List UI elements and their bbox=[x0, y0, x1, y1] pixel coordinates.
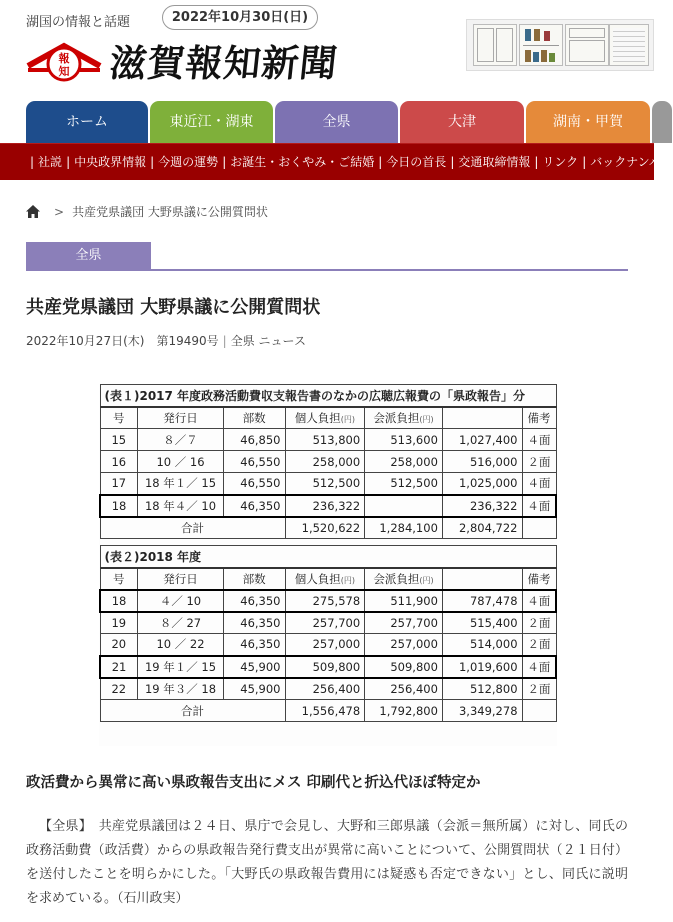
table-2018-report bbox=[99, 545, 557, 722]
table-cell: 18 bbox=[100, 495, 138, 517]
tab-otsu[interactable]: 大津 bbox=[400, 101, 524, 143]
table-cell: 46,350 bbox=[223, 634, 285, 656]
table-row bbox=[100, 612, 556, 634]
table-header-cell: 備考 bbox=[522, 407, 556, 429]
sub-navigation-bar bbox=[0, 143, 673, 180]
table-cell: 257,000 bbox=[365, 634, 443, 656]
table-cell: 236,322 bbox=[442, 495, 522, 517]
table-total-cell: 1,520,622 bbox=[285, 517, 365, 539]
table-cell: 19 年１／ 15 bbox=[138, 656, 224, 678]
subnav-separator: | bbox=[450, 155, 455, 169]
table-cell: 1,019,600 bbox=[442, 656, 522, 678]
table-total-row bbox=[100, 517, 556, 539]
subnav-separator: | bbox=[30, 155, 35, 169]
table-cell: 513,800 bbox=[285, 429, 365, 451]
breadcrumb-current: 共産党県議団 大野県議に公開質問状 bbox=[72, 205, 268, 219]
table-cell: ８／ 27 bbox=[138, 612, 224, 634]
table-cell: 46,850 bbox=[223, 429, 285, 451]
table-cell: ２面 bbox=[522, 612, 556, 634]
table-header-cell: 号 bbox=[100, 568, 138, 590]
table-caption: (表１)2017 年度政務活動費収支報告書のなかの広聴広報費の「県政報告」分 bbox=[100, 385, 556, 407]
table-cell: 21 bbox=[100, 656, 138, 678]
table-header-cell: 個人負担(円) bbox=[285, 407, 365, 429]
table-cell: 515,400 bbox=[442, 612, 522, 634]
subnav-separator: | bbox=[222, 155, 227, 169]
table-cell bbox=[522, 700, 556, 722]
table-cell: 509,800 bbox=[365, 656, 443, 678]
table-cell: ４面 bbox=[522, 429, 556, 451]
table-cell: 19 年３／ 18 bbox=[138, 678, 224, 700]
table-cell: 257,700 bbox=[365, 612, 443, 634]
main-navigation bbox=[26, 101, 654, 143]
table-row bbox=[100, 451, 556, 473]
table-total-cell: 1,792,800 bbox=[365, 700, 443, 722]
table-cell: ２面 bbox=[522, 678, 556, 700]
table-header-cell: 会派負担(円) bbox=[365, 568, 443, 590]
table-cell: 258,000 bbox=[365, 451, 443, 473]
advertisement-banner[interactable] bbox=[466, 19, 654, 71]
table-caption: (表２)2018 年度 bbox=[100, 546, 556, 568]
article-type-link[interactable]: ニュース bbox=[258, 334, 306, 348]
article-figure-tables bbox=[99, 384, 557, 746]
table-header-cell: 部数 bbox=[223, 568, 285, 590]
table-row bbox=[100, 634, 556, 656]
tab-home[interactable]: ホーム bbox=[26, 101, 148, 143]
table-row bbox=[100, 590, 556, 612]
category-header bbox=[26, 242, 628, 271]
newspaper-logo-text[interactable]: 滋賀報知新聞 bbox=[107, 41, 340, 85]
table-header-cell: 備考 bbox=[522, 568, 556, 590]
table-total-row bbox=[100, 700, 556, 722]
table-row bbox=[100, 656, 556, 678]
emblem-text-2: 知 bbox=[58, 65, 70, 78]
subnav-separator: | bbox=[378, 155, 383, 169]
table-cell: 513,600 bbox=[365, 429, 443, 451]
table-cell: 512,500 bbox=[365, 473, 443, 495]
table-cell: 787,478 bbox=[442, 590, 522, 612]
subnav-link[interactable]: 交通取締情報 bbox=[458, 155, 531, 169]
table-cell: 511,900 bbox=[365, 590, 443, 612]
article-issue: 第19490号 bbox=[156, 334, 219, 348]
subnav-separator: | bbox=[150, 155, 155, 169]
table-row bbox=[100, 429, 556, 451]
table-cell: 46,550 bbox=[223, 473, 285, 495]
category-label[interactable]: 全県 bbox=[26, 242, 151, 270]
subnav-separator: | bbox=[582, 155, 587, 169]
table-cell: 509,800 bbox=[285, 656, 365, 678]
tab-higashiomi-koto[interactable]: 東近江・湖東 bbox=[150, 101, 273, 143]
table-header-cell: 発行日 bbox=[138, 568, 224, 590]
table-cell: 15 bbox=[100, 429, 138, 451]
table-cell: 1,027,400 bbox=[442, 429, 522, 451]
table-cell: 45,900 bbox=[223, 678, 285, 700]
table-cell: 46,350 bbox=[223, 495, 285, 517]
subnav-link[interactable]: 今週の運勢 bbox=[158, 155, 219, 169]
table-cell: 19 bbox=[100, 612, 138, 634]
table-header-cell bbox=[442, 407, 522, 429]
subnav-link[interactable]: 今日の首長 bbox=[386, 155, 447, 169]
table-total-cell: 3,349,278 bbox=[442, 700, 522, 722]
table-cell: 275,578 bbox=[285, 590, 365, 612]
table-row bbox=[100, 495, 556, 517]
article-meta: 2022年10月27日(木) 第19490号 | 全県 ニュース bbox=[26, 334, 306, 348]
table-total-cell: 2,804,722 bbox=[442, 517, 522, 539]
table-cell: 46,350 bbox=[223, 590, 285, 612]
subnav-separator: | bbox=[66, 155, 71, 169]
table-cell: ４面 bbox=[522, 656, 556, 678]
table-cell: ４面 bbox=[522, 590, 556, 612]
table-cell: 16 bbox=[100, 451, 138, 473]
subnav-link[interactable]: お誕生・おくやみ・ご結婚 bbox=[230, 155, 375, 169]
table-cell: 22 bbox=[100, 678, 138, 700]
subnav-link[interactable]: 社説 bbox=[38, 155, 63, 169]
table-total-label: 合計 bbox=[100, 700, 285, 722]
table-cell: 256,400 bbox=[365, 678, 443, 700]
table-cell: 10 ／ 22 bbox=[138, 634, 224, 656]
table-row bbox=[100, 473, 556, 495]
table-cell: ２面 bbox=[522, 451, 556, 473]
subnav-separator: | bbox=[534, 155, 539, 169]
table-cell: 514,000 bbox=[442, 634, 522, 656]
table-header-row bbox=[100, 568, 556, 590]
article-body: 【全県】 共産党県議団は２４日、県庁で会見し、大野和三郎県議（会派＝無所属）に対し、同氏の政務活動費（政活費）からの県政報告発行費支出が異常に高いことについて、公開質問状（２１日付）を送付したことを明らかにした。「大野氏の県政報告費用には疑惑も否定できない」とし、同氏に説明を求めている。（石川政実） bbox=[26, 819, 628, 906]
chevron-right-icon: > bbox=[54, 204, 65, 219]
table-cell: 516,000 bbox=[442, 451, 522, 473]
table-header-cell: 会派負担(円) bbox=[365, 407, 443, 429]
cabinet-image bbox=[473, 24, 517, 66]
article-section-link[interactable]: 全県 bbox=[230, 334, 255, 348]
bookshelf-image bbox=[519, 24, 563, 66]
table-total-label: 合計 bbox=[100, 517, 285, 539]
table-total-cell: 1,556,478 bbox=[285, 700, 365, 722]
table-header-cell: 号 bbox=[100, 407, 138, 429]
table-cell: 512,800 bbox=[442, 678, 522, 700]
table-cell: 45,900 bbox=[223, 656, 285, 678]
table-cell: 10 ／ 16 bbox=[138, 451, 224, 473]
breadcrumb bbox=[26, 203, 268, 220]
table-cell: 46,350 bbox=[223, 612, 285, 634]
article-date: 2022年10月27日(木) bbox=[26, 334, 145, 348]
table-cell: 20 bbox=[100, 634, 138, 656]
subnav-link[interactable]: バックナンバー bbox=[590, 155, 673, 169]
table-cell: 1,025,000 bbox=[442, 473, 522, 495]
table-cell: 258,000 bbox=[285, 451, 365, 473]
table-cell: 18 bbox=[100, 590, 138, 612]
current-date-badge: 2022年10月30日(日) bbox=[162, 5, 318, 30]
table-cell: 236,322 bbox=[285, 495, 365, 517]
table-2017-report bbox=[99, 384, 557, 539]
table-cell: 18 年４／ 10 bbox=[138, 495, 224, 517]
home-icon[interactable] bbox=[26, 205, 40, 218]
tab-overflow[interactable] bbox=[652, 101, 672, 143]
table-header-cell: 個人負担(円) bbox=[285, 568, 365, 590]
site-header bbox=[0, 0, 654, 100]
table-header-cell: 発行日 bbox=[138, 407, 224, 429]
article-subheading: 政活費から異常に高い県政報告支出にメス 印刷代と折込代ほぼ特定か bbox=[26, 775, 481, 791]
table-total-cell: 1,284,100 bbox=[365, 517, 443, 539]
newspaper-emblem-logo[interactable] bbox=[26, 40, 102, 84]
table-cell: 257,700 bbox=[285, 612, 365, 634]
site-tagline: 湖国の情報と話題 bbox=[26, 15, 131, 30]
table-cell: ２面 bbox=[522, 634, 556, 656]
drawer-cabinet-image bbox=[609, 24, 649, 66]
sub-navigation-links bbox=[26, 144, 673, 181]
subnav-link[interactable]: リンク bbox=[542, 155, 579, 169]
table-row bbox=[100, 678, 556, 700]
article-title: 共産党県議団 大野県議に公開質問状 bbox=[26, 297, 321, 318]
table-cell: 256,400 bbox=[285, 678, 365, 700]
table-header-row bbox=[100, 407, 556, 429]
table-cell bbox=[365, 495, 443, 517]
tab-zenken[interactable]: 全県 bbox=[275, 101, 398, 143]
tab-konan-koka[interactable]: 湖南・甲賀 bbox=[526, 101, 650, 143]
table-header-cell: 部数 bbox=[223, 407, 285, 429]
subnav-link[interactable]: 中央政界情報 bbox=[74, 155, 147, 169]
table-cell: 18 年１／ 15 bbox=[138, 473, 224, 495]
table-cell: 17 bbox=[100, 473, 138, 495]
table-header-cell bbox=[442, 568, 522, 590]
table-cell: 512,500 bbox=[285, 473, 365, 495]
table-cell: ８／７ bbox=[138, 429, 224, 451]
storage-cabinet-image bbox=[565, 24, 609, 66]
table-cell: ４面 bbox=[522, 495, 556, 517]
table-cell: 257,000 bbox=[285, 634, 365, 656]
table-cell bbox=[522, 517, 556, 539]
table-cell: ４／ 10 bbox=[138, 590, 224, 612]
table-cell: 46,550 bbox=[223, 451, 285, 473]
table-cell: ４面 bbox=[522, 473, 556, 495]
emblem-text-1: 報 bbox=[58, 52, 70, 65]
